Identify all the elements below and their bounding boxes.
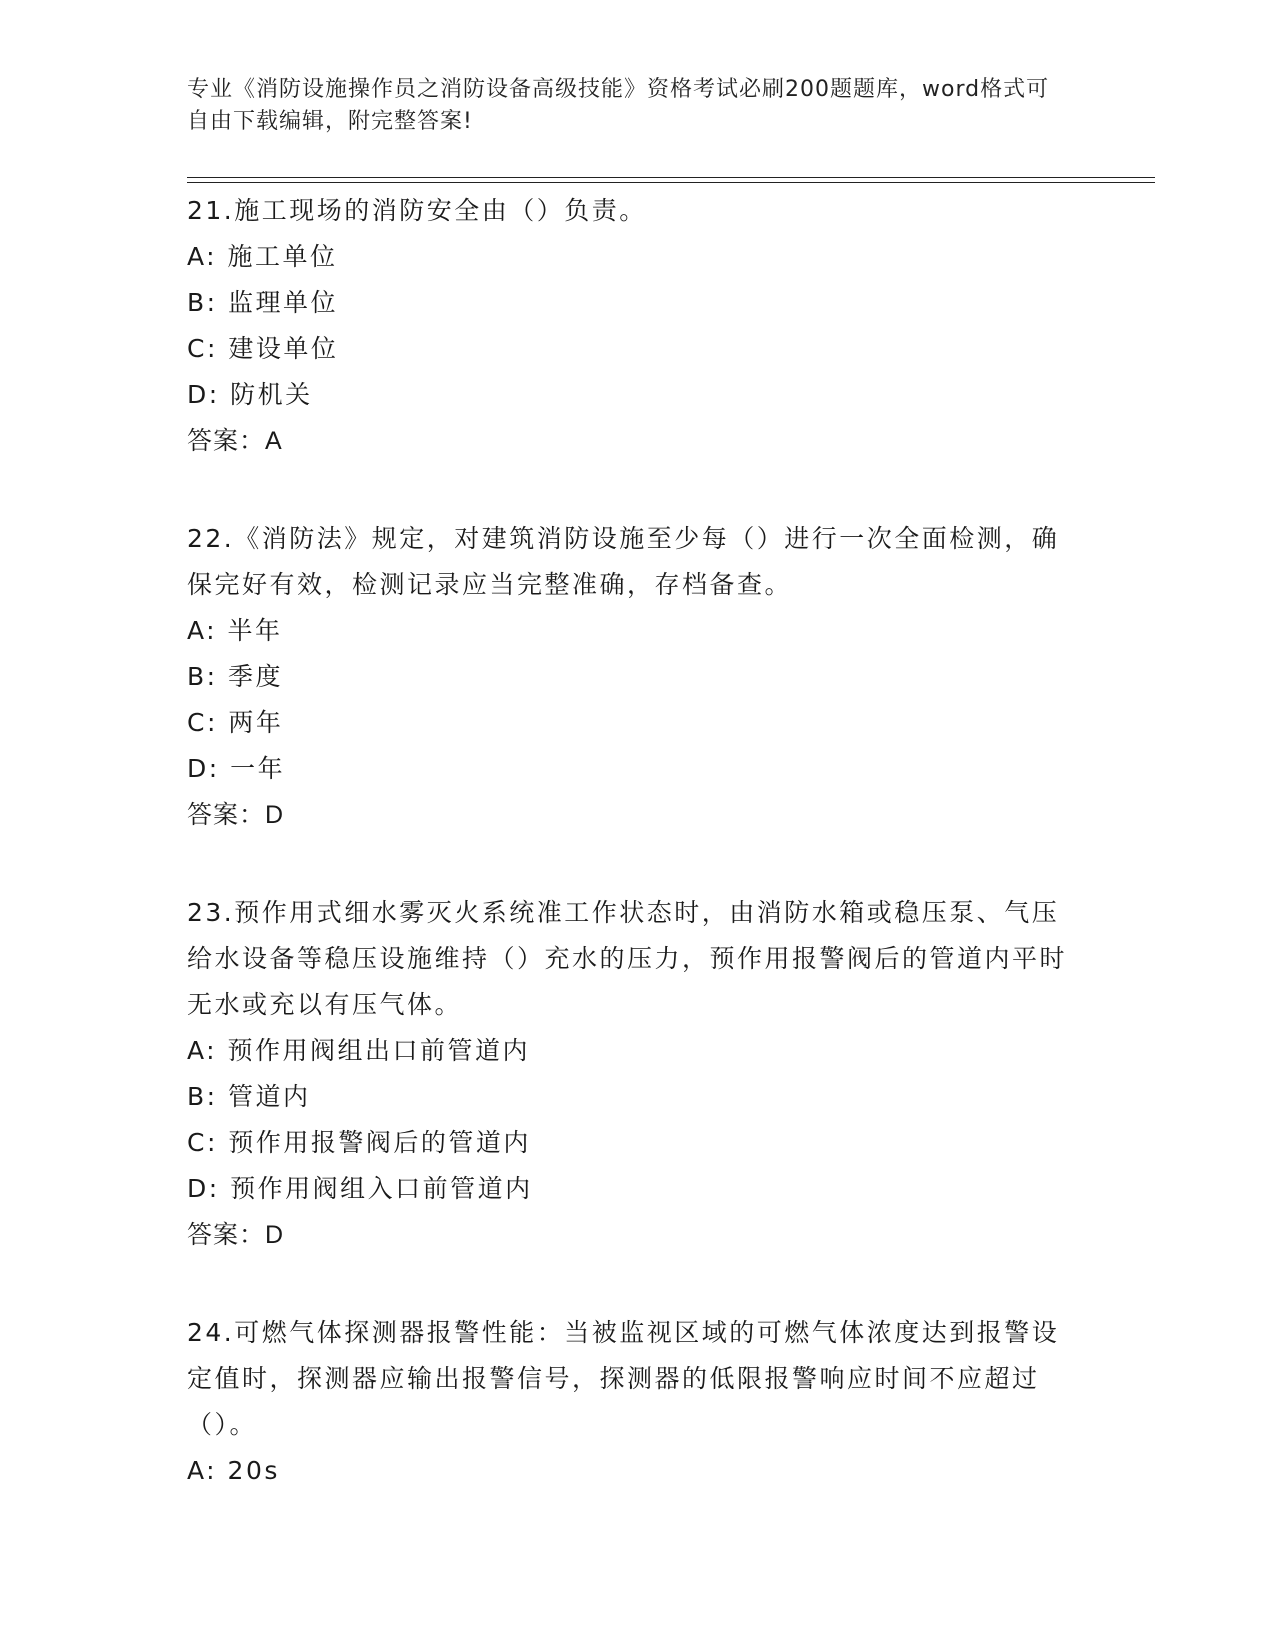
document-intro: 专业《消防设施操作员之消防设备高级技能》资格考试必刷200题题库，word格式可自由下载编辑，附完整答案! (187, 77, 1050, 134)
option-c: C: 预作用报警阀后的管道内 (187, 1128, 531, 1157)
option-b: B: 管道内 (187, 1082, 311, 1111)
option-b: B: 季度 (187, 662, 284, 691)
question-item (187, 1310, 1067, 1494)
answer-text: 答案：A (187, 427, 283, 455)
option-a: A: 施工单位 (187, 242, 338, 271)
header-divider-bottom (187, 182, 1155, 183)
question-item (187, 890, 1067, 1258)
option-b: B: 监理单位 (187, 288, 339, 317)
option-a: A: 20s (187, 1456, 280, 1485)
question-stem: 24.可燃气体探测器报警性能：当被监视区域的可燃气体浓度达到报警设定值时，探测器应输出报警信号，探测器的低限报警响应时间不应超过（）。 (187, 1318, 1060, 1439)
answer-text: 答案：D (187, 1221, 285, 1249)
option-d: D: 一年 (187, 754, 286, 783)
question-item (187, 188, 1067, 464)
answer-text: 答案：D (187, 801, 285, 829)
option-d: D: 预作用阀组入口前管道内 (187, 1174, 533, 1203)
question-stem: 22.《消防法》规定，对建筑消防设施至少每（）进行一次全面检测，确保完好有效，检测记录应当完整准确，存档备查。 (187, 524, 1060, 599)
header-divider-top (187, 177, 1155, 178)
option-d: D: 防机关 (187, 380, 313, 409)
question-stem: 21.施工现场的消防安全由（）负责。 (187, 196, 647, 225)
option-a: A: 半年 (187, 616, 283, 645)
option-a: A: 预作用阀组出口前管道内 (187, 1036, 531, 1065)
option-c: C: 两年 (187, 708, 284, 737)
question-item (187, 516, 1067, 838)
question-list (187, 188, 1067, 1546)
question-stem: 23.预作用式细水雾灭火系统准工作状态时，由消防水箱或稳压泵、气压给水设备等稳压设施维持（）充水的压力，预作用报警阀后的管道内平时无水或充以有压气体。 (187, 898, 1068, 1019)
option-c: C: 建设单位 (187, 334, 339, 363)
